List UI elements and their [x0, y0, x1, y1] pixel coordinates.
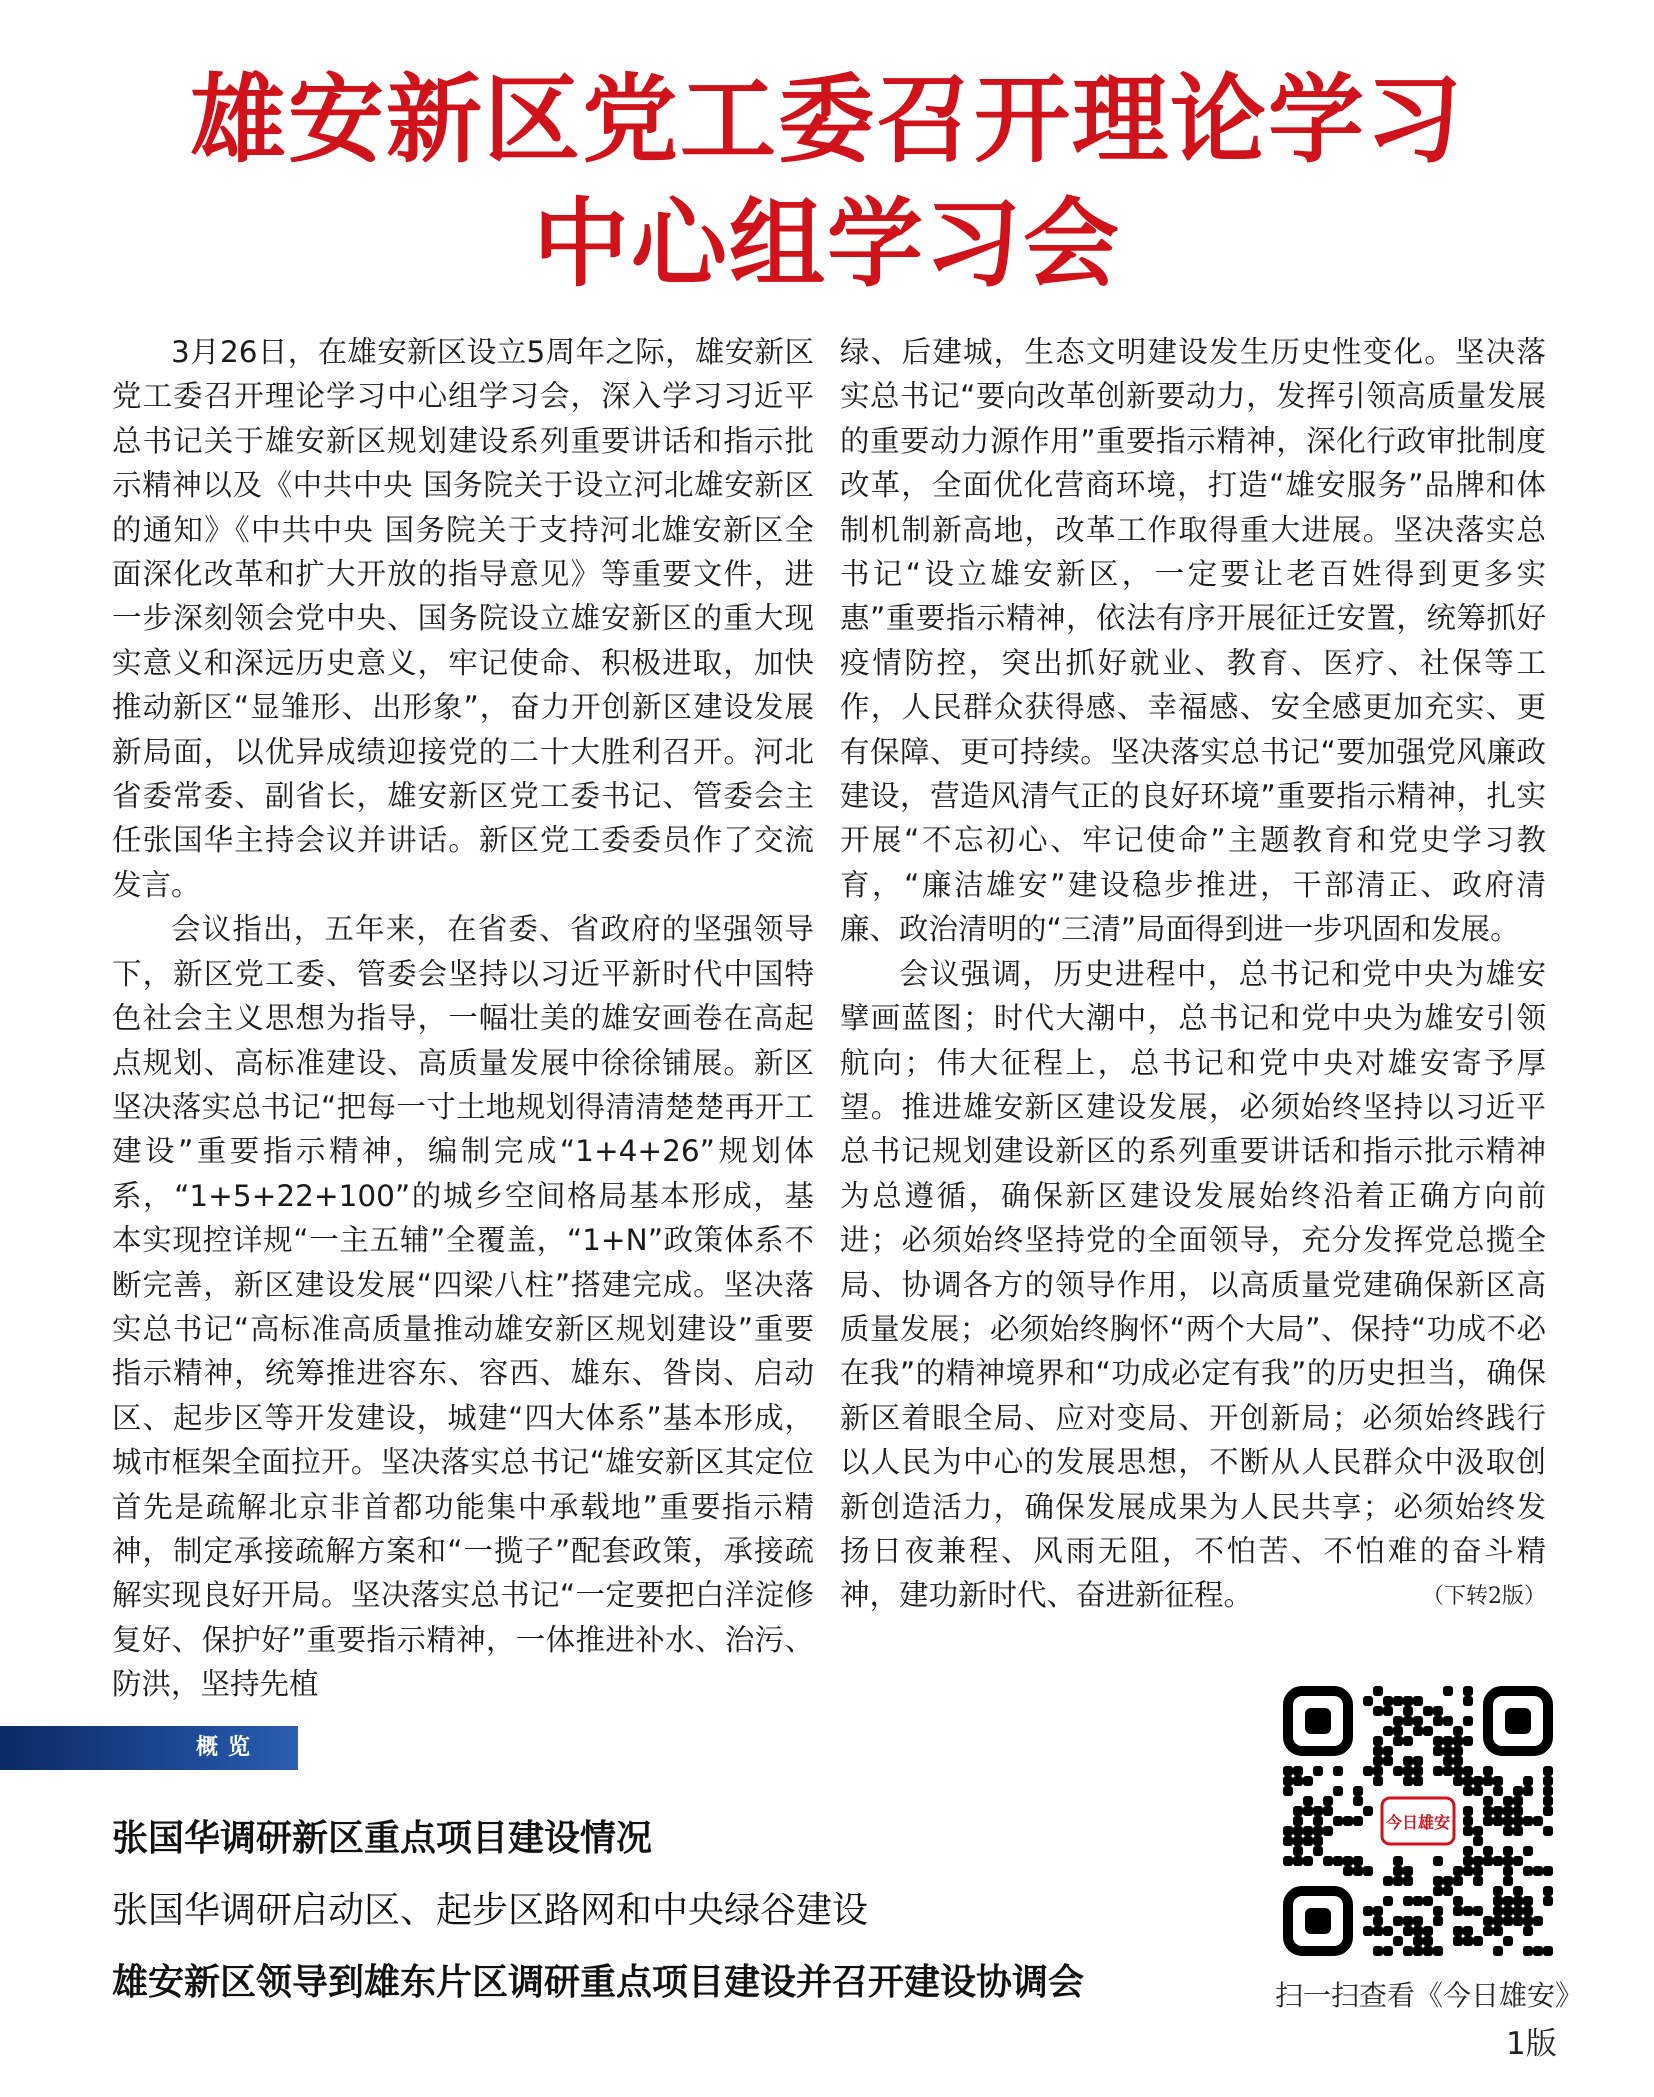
- qr-module: [1403, 1916, 1413, 1926]
- qr-module: [1293, 1806, 1303, 1816]
- qr-module: [1373, 1686, 1383, 1696]
- qr-module: [1503, 1816, 1513, 1826]
- qr-module: [1373, 1736, 1383, 1746]
- qr-module: [1323, 1856, 1333, 1866]
- qr-module: [1433, 1946, 1443, 1956]
- qr-module: [1513, 1856, 1523, 1866]
- headline-line-2: 中心组学习会: [533, 187, 1121, 300]
- qr-module: [1503, 1906, 1513, 1916]
- qr-module: [1293, 1846, 1303, 1856]
- qr-module: [1503, 1936, 1513, 1946]
- qr-module: [1333, 1766, 1343, 1776]
- qr-module: [1333, 1816, 1343, 1826]
- overview-headline-1[interactable]: 张国华调研新区重点项目建设情况: [112, 1818, 653, 1859]
- qr-module: [1513, 1886, 1523, 1896]
- qr-module: [1293, 1856, 1303, 1866]
- qr-module: [1313, 1806, 1323, 1816]
- qr-module: [1503, 1826, 1513, 1836]
- qr-module: [1413, 1726, 1423, 1736]
- qr-module: [1423, 1926, 1433, 1936]
- qr-module: [1383, 1896, 1393, 1906]
- qr-module: [1473, 1866, 1483, 1876]
- qr-module: [1383, 1756, 1393, 1766]
- qr-module: [1523, 1846, 1533, 1856]
- qr-module: [1353, 1866, 1363, 1876]
- qr-module: [1473, 1906, 1483, 1916]
- qr-module: [1493, 1926, 1503, 1936]
- qr-module: [1323, 1826, 1333, 1836]
- qr-module: [1453, 1776, 1463, 1786]
- qr-module: [1373, 1946, 1383, 1956]
- qr-module: [1443, 1686, 1453, 1696]
- qr-module: [1403, 1696, 1413, 1706]
- qr-module: [1313, 1816, 1323, 1826]
- qr-module: [1513, 1916, 1523, 1926]
- qr-module: [1303, 1796, 1313, 1806]
- qr-module: [1383, 1726, 1393, 1736]
- qr-module: [1463, 1866, 1473, 1876]
- article-paragraph-1: 3月26日，在雄安新区设立5周年之际，雄安新区党工委召开理论学习中心组学习会，深入学习习近平总书记关于雄安新区规划建设系列重要讲话和指示批示精神以及《中共中央 国务院关于设立河北雄安新区的通知》《中共中央 国务院关于支持河北雄安新区全面深化改革和扩大开放的指导意见》等重要文件，进一步深刻领会党中央、国务院设立雄安新区的重大现实意义和深远历史意义，牢记使命、积极进取，加快推动新区“显雏形、出形象”，奋力开创新区建设发展新局面，以优异成绩迎接党的二十大胜利召开。河北省委常委、副省长，雄安新区党工委书记、管委会主任张国华主持会议并讲话。新区党工委委员作了交流发言。: [112, 335, 814, 902]
- continued-on-page-note[interactable]: （下转2版）: [1422, 1584, 1546, 1610]
- qr-module: [1493, 1916, 1503, 1926]
- qr-module: [1393, 1736, 1403, 1746]
- qr-module: [1453, 1756, 1463, 1766]
- qr-module: [1443, 1886, 1453, 1896]
- qr-module: [1543, 1946, 1553, 1956]
- qr-module: [1433, 1906, 1443, 1916]
- qr-module: [1483, 1776, 1493, 1786]
- qr-code[interactable]: [1283, 1686, 1553, 1956]
- qr-module: [1283, 1826, 1293, 1836]
- qr-module: [1403, 1766, 1413, 1776]
- qr-module: [1483, 1806, 1493, 1816]
- qr-module: [1383, 1946, 1393, 1956]
- qr-module: [1483, 1796, 1493, 1806]
- qr-module: [1483, 1766, 1493, 1776]
- qr-module: [1423, 1706, 1433, 1716]
- qr-module: [1413, 1936, 1423, 1946]
- qr-module: [1543, 1806, 1553, 1816]
- qr-center-logo-text: 今日雄安: [1385, 1813, 1451, 1832]
- qr-module: [1483, 1846, 1493, 1856]
- qr-module: [1513, 1806, 1523, 1816]
- qr-module: [1383, 1706, 1393, 1716]
- qr-module: [1353, 1786, 1363, 1796]
- qr-module: [1463, 1786, 1473, 1796]
- qr-module: [1373, 1766, 1383, 1776]
- qr-module: [1303, 1856, 1313, 1866]
- qr-module: [1393, 1766, 1403, 1776]
- qr-module: [1533, 1866, 1543, 1876]
- qr-module: [1313, 1766, 1323, 1776]
- qr-module: [1513, 1826, 1523, 1836]
- qr-module: [1413, 1946, 1423, 1956]
- qr-module: [1523, 1906, 1533, 1916]
- qr-module: [1433, 1856, 1443, 1866]
- qr-module: [1403, 1776, 1413, 1786]
- qr-module: [1453, 1736, 1463, 1746]
- qr-module: [1463, 1856, 1473, 1866]
- qr-module: [1443, 1746, 1453, 1756]
- qr-module: [1463, 1716, 1473, 1726]
- qr-module: [1513, 1906, 1523, 1916]
- qr-module: [1343, 1816, 1353, 1826]
- qr-module: [1363, 1696, 1373, 1706]
- qr-module: [1373, 1756, 1383, 1766]
- qr-module: [1323, 1796, 1333, 1806]
- qr-module: [1353, 1856, 1363, 1866]
- qr-module: [1533, 1946, 1543, 1956]
- qr-module: [1433, 1716, 1443, 1726]
- qr-module: [1293, 1826, 1303, 1836]
- article-right-column: [840, 330, 1546, 1620]
- qr-module: [1413, 1696, 1423, 1706]
- page-number: 1版: [1506, 2026, 1557, 2062]
- qr-module: [1333, 1856, 1343, 1866]
- qr-module: [1473, 1856, 1483, 1866]
- qr-module: [1373, 1916, 1383, 1926]
- qr-module: [1393, 1696, 1403, 1706]
- qr-module: [1283, 1786, 1293, 1796]
- qr-module: [1523, 1926, 1533, 1936]
- qr-module: [1373, 1776, 1383, 1786]
- qr-module: [1363, 1926, 1373, 1936]
- qr-module: [1403, 1716, 1413, 1726]
- qr-module: [1463, 1736, 1473, 1746]
- qr-module: [1373, 1746, 1383, 1756]
- qr-module: [1473, 1876, 1483, 1886]
- qr-module: [1493, 1886, 1503, 1896]
- qr-module: [1433, 1886, 1443, 1896]
- qr-module: [1453, 1896, 1463, 1906]
- qr-module: [1493, 1806, 1503, 1816]
- qr-module: [1533, 1916, 1543, 1926]
- qr-module: [1513, 1816, 1523, 1826]
- qr-module: [1523, 1786, 1533, 1796]
- qr-module: [1303, 1806, 1313, 1816]
- qr-module: [1533, 1816, 1543, 1826]
- qr-module: [1413, 1776, 1423, 1786]
- article-paragraph-2-continued: 绿、后建城，生态文明建设发生历史性变化。坚决落实总书记“要向改革创新要动力，发挥引领高质量发展的重要动力源作用”重要指示精神，深化行政审批制度改革，全面优化营商环境，打造“雄安服务”品牌和体制机制新高地，改革工作取得重大进展。坚决落实总书记“设立雄安新区，一定要让老百姓得到更多实惠”重要指示精神，依法有序开展征迁安置，统筹抓好疫情防控，突出抓好就业、教育、医疗、社保等工作，人民群众获得感、幸福感、安全感更加充实、更有保障、更可持续。坚决落实总书记“要加强党风廉政建设，营造风清气正的良好环境”重要指示精神，扎实开展“不忘初心、牢记使命”主题教育和党史学习教育，“廉洁雄安”建设稳步推进，干部清正、政府清廉、政治清明的“三清”局面得到进一步巩固和发展。: [840, 335, 1546, 947]
- qr-module: [1503, 1916, 1513, 1926]
- qr-module: [1333, 1786, 1343, 1796]
- qr-module: [1383, 1746, 1393, 1756]
- qr-module: [1443, 1756, 1453, 1766]
- qr-module: [1543, 1776, 1553, 1786]
- qr-module: [1483, 1816, 1493, 1826]
- overview-headline-3[interactable]: 雄安新区领导到雄东片区调研重点项目建设并召开建设协调会: [112, 1962, 1085, 2003]
- article-left-column: [112, 330, 814, 1707]
- qr-module: [1513, 1796, 1523, 1806]
- qr-module: [1353, 1816, 1363, 1826]
- qr-module: [1403, 1926, 1413, 1936]
- qr-module: [1443, 1766, 1453, 1776]
- qr-module: [1313, 1836, 1323, 1846]
- qr-module: [1383, 1926, 1393, 1936]
- qr-module: [1453, 1746, 1463, 1756]
- qr-module: [1293, 1766, 1303, 1776]
- qr-module: [1473, 1786, 1483, 1796]
- qr-module: [1363, 1806, 1373, 1816]
- qr-module: [1363, 1766, 1373, 1776]
- qr-module: [1453, 1766, 1463, 1776]
- qr-module: [1473, 1826, 1483, 1836]
- qr-module: [1463, 1846, 1473, 1856]
- article-paragraph-3: [840, 952, 1546, 1618]
- qr-module: [1503, 1806, 1513, 1816]
- qr-module: [1523, 1816, 1533, 1826]
- qr-module: [1523, 1866, 1533, 1876]
- qr-module: [1493, 1816, 1503, 1826]
- qr-module: [1393, 1726, 1403, 1736]
- qr-module: [1413, 1896, 1423, 1906]
- qr-module: [1353, 1796, 1363, 1806]
- qr-module: [1493, 1906, 1503, 1916]
- qr-module: [1433, 1876, 1443, 1886]
- qr-module: [1363, 1906, 1373, 1916]
- qr-module: [1513, 1896, 1523, 1906]
- qr-module: [1543, 1766, 1553, 1776]
- qr-module: [1493, 1946, 1503, 1956]
- qr-module: [1293, 1836, 1303, 1846]
- qr-module: [1523, 1916, 1533, 1926]
- qr-module: [1463, 1936, 1473, 1946]
- article-paragraph-3-text: 会议强调，历史进程中，总书记和党中央为雄安擘画蓝图；时代大潮中，总书记和党中央为雄安引领航向；伟大征程上，总书记和党中央对雄安寄予厚望。推进雄安新区建设发展，必须始终坚持以习近平总书记规划建设新区的系列重要讲话和指示批示精神为总遵循，确保新区建设发展始终沿着正确方向前进；必须始终坚持党的全面领导，充分发挥党总揽全局、协调各方的领导作用，以高质量党建确保新区高质量发展；必须始终胸怀“两个大局”、保持“功成不必在我”的精神境界和“功成必定有我”的历史担当，确保新区着眼全局、应对变局、开创新局；必须始终践行以人民为中心的发展思想，不断从人民群众中汲取创新创造活力，确保发展成果为人民共享；必须始终发扬日夜兼程、风雨无阻，不怕苦、不怕难的奋斗精神，建功新时代、奋进新征程。: [840, 956, 1546, 1613]
- qr-module: [1293, 1776, 1303, 1786]
- qr-module: [1303, 1826, 1313, 1836]
- qr-module: [1373, 1926, 1383, 1936]
- qr-module: [1503, 1856, 1513, 1866]
- qr-module: [1403, 1736, 1413, 1746]
- qr-module: [1343, 1866, 1353, 1876]
- qr-module: [1513, 1786, 1523, 1796]
- qr-module: [1403, 1756, 1413, 1766]
- qr-module: [1303, 1836, 1313, 1846]
- qr-module: [1383, 1696, 1393, 1706]
- qr-module: [1403, 1896, 1413, 1906]
- qr-module: [1393, 1856, 1403, 1866]
- qr-module: [1443, 1716, 1453, 1726]
- qr-module: [1423, 1726, 1433, 1736]
- qr-module: [1363, 1866, 1373, 1876]
- headline-line-1: 雄安新区党工委召开理论学习: [190, 63, 1464, 176]
- qr-module: [1383, 1876, 1393, 1886]
- qr-module: [1463, 1696, 1473, 1706]
- qr-module: [1453, 1906, 1463, 1916]
- qr-module: [1473, 1776, 1483, 1786]
- qr-module: [1463, 1826, 1473, 1836]
- qr-module: [1523, 1946, 1533, 1956]
- qr-module: [1483, 1926, 1493, 1936]
- qr-module: [1413, 1926, 1423, 1936]
- qr-module: [1423, 1946, 1433, 1956]
- qr-module: [1403, 1946, 1413, 1956]
- qr-module: [1503, 1796, 1513, 1806]
- qr-module: [1453, 1936, 1463, 1946]
- qr-module: [1453, 1726, 1463, 1736]
- qr-module: [1393, 1936, 1403, 1946]
- qr-module: [1463, 1686, 1473, 1696]
- qr-module: [1423, 1896, 1433, 1906]
- qr-module: [1523, 1896, 1533, 1906]
- qr-module: [1403, 1706, 1413, 1716]
- qr-module: [1443, 1736, 1453, 1746]
- qr-module: [1463, 1906, 1473, 1916]
- qr-module: [1493, 1856, 1503, 1866]
- qr-module: [1403, 1866, 1413, 1876]
- qr-module: [1313, 1826, 1323, 1836]
- qr-module: [1463, 1766, 1473, 1776]
- qr-module: [1393, 1866, 1403, 1876]
- article-paragraph-2: 会议指出，五年来，在省委、省政府的坚强领导下，新区党工委、管委会坚持以习近平新时代中国特色社会主义思想为指导，一幅壮美的雄安画卷在高起点规划、高标准建设、高质量发展中徐徐铺展。新区坚决落实总书记“把每一寸土地规划得清清楚楚再开工建设”重要指示精神，编制完成“1+4+26”规划体系，“1+5+22+100”的城乡空间格局基本形成，基本实现控详规“一主五辅”全覆盖，“1+N”政策体系不断完善，新区建设发展“四梁八柱”搭建完成。坚决落实总书记“高标准高质量推动雄安新区规划建设”重要指示精神，统筹推进容东、容西、雄东、昝岗、启动区、起步区等开发建设，城建“四大体系”基本形成，城市框架全面拉开。坚决落实总书记“雄安新区其定位首先是疏解北京非首都功能集中承载地”重要指示精神，制定承接疏解方案和“一揽子”配套政策，承接疏解实现良好开局。坚决落实总书记“一定要把白洋淀修复好、保护好”重要指示精神，一体推进补水、治污、防洪，坚持先植: [112, 912, 814, 1702]
- qr-module: [1283, 1776, 1293, 1786]
- overview-headline-2[interactable]: 张国华调研启动区、起步区路网和中央绿谷建设: [112, 1890, 869, 1931]
- qr-module: [1503, 1846, 1513, 1856]
- qr-module: [1503, 1866, 1513, 1876]
- qr-module: [1483, 1916, 1493, 1926]
- qr-module: [1313, 1846, 1323, 1856]
- qr-module: [1393, 1716, 1403, 1726]
- qr-module: [1543, 1886, 1553, 1896]
- qr-module: [1483, 1856, 1493, 1866]
- qr-module: [1463, 1776, 1473, 1786]
- qr-module: [1463, 1816, 1473, 1826]
- qr-module: [1433, 1706, 1443, 1716]
- qr-module: [1413, 1916, 1423, 1926]
- overview-section-label: 概览: [196, 1735, 261, 1760]
- qr-module: [1453, 1876, 1463, 1886]
- qr-module: [1283, 1856, 1293, 1866]
- qr-module: [1283, 1836, 1293, 1846]
- qr-module: [1543, 1866, 1553, 1876]
- qr-module: [1433, 1736, 1443, 1746]
- qr-module: [1493, 1896, 1503, 1906]
- qr-module: [1473, 1836, 1483, 1846]
- qr-module: [1423, 1936, 1433, 1946]
- qr-module: [1373, 1906, 1383, 1916]
- qr-module: [1543, 1826, 1553, 1836]
- qr-module: [1473, 1936, 1483, 1946]
- qr-module: [1293, 1816, 1303, 1826]
- qr-module: [1393, 1916, 1403, 1926]
- qr-caption: 扫一扫查看《今日雄安》: [1275, 1979, 1584, 2012]
- qr-module: [1543, 1896, 1553, 1906]
- qr-module: [1413, 1716, 1423, 1726]
- qr-module: [1503, 1876, 1513, 1886]
- qr-module: [1393, 1876, 1403, 1886]
- qr-module: [1303, 1776, 1313, 1786]
- qr-module: [1283, 1766, 1293, 1776]
- qr-module: [1373, 1706, 1383, 1716]
- qr-module: [1463, 1806, 1473, 1816]
- qr-module: [1543, 1786, 1553, 1796]
- qr-module: [1433, 1916, 1443, 1926]
- qr-module: [1343, 1856, 1353, 1866]
- qr-module: [1463, 1926, 1473, 1936]
- qr-module: [1433, 1766, 1443, 1776]
- qr-module: [1323, 1806, 1333, 1816]
- qr-module: [1403, 1876, 1413, 1886]
- qr-module: [1453, 1926, 1463, 1936]
- qr-module: [1413, 1756, 1423, 1766]
- qr-module: [1503, 1896, 1513, 1906]
- qr-module: [1413, 1766, 1423, 1776]
- qr-module: [1543, 1796, 1553, 1806]
- qr-module: [1453, 1866, 1463, 1876]
- qr-module: [1433, 1746, 1443, 1756]
- qr-module: [1493, 1786, 1503, 1796]
- qr-module: [1443, 1876, 1453, 1886]
- qr-module: [1523, 1776, 1533, 1786]
- qr-module: [1493, 1776, 1503, 1786]
